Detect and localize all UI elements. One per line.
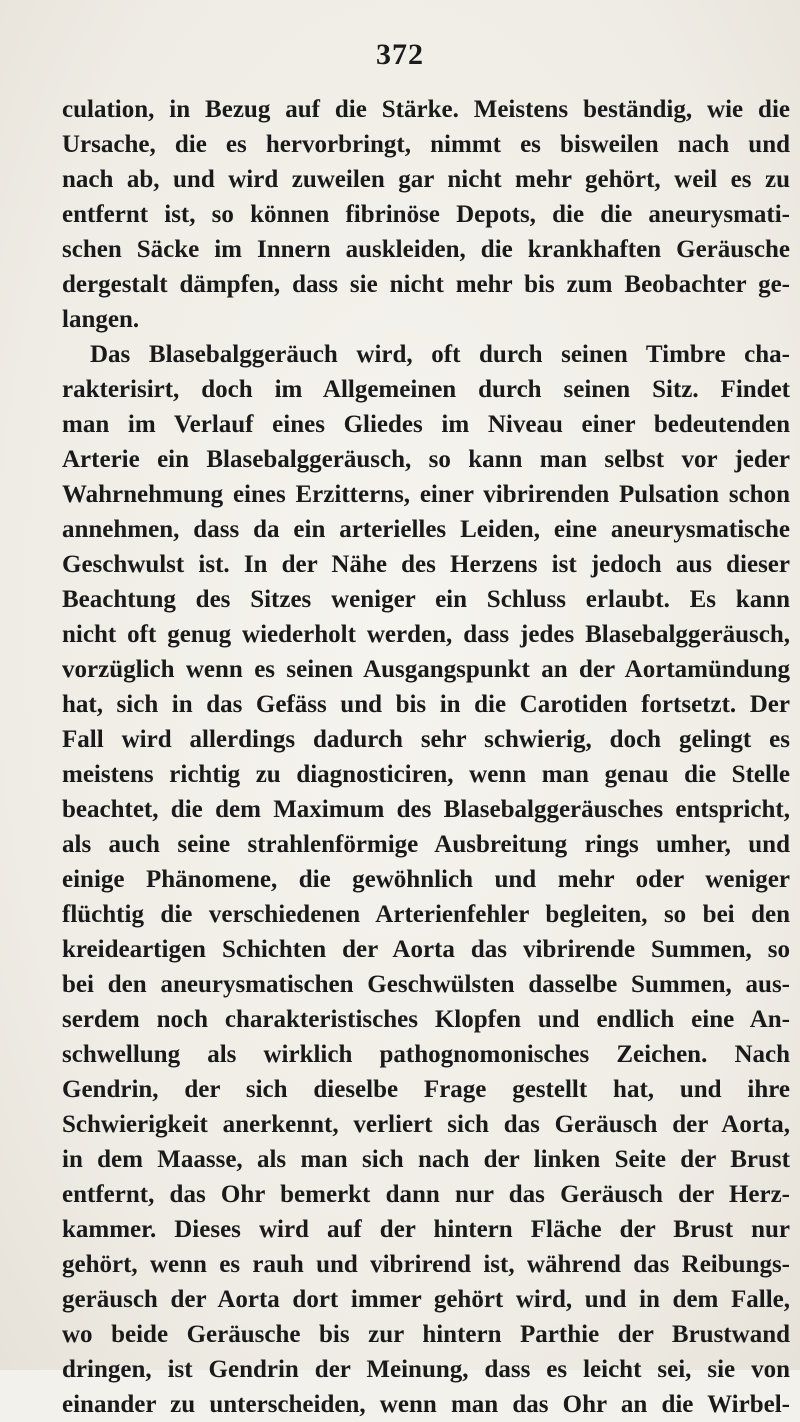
text-line: serdem noch charakteristisches Klopfen und endlich eine An- <box>62 1006 790 1033</box>
text-line: kreideartigen Schichten der Aorta das vibrirende Summen, so <box>62 936 790 963</box>
text-line: Schwierigkeit anerkennt, verliert sich das Geräusch der Aorta, <box>62 1111 790 1138</box>
text-line: Gendrin, der sich dieselbe Frage gestellt hat, und ihre <box>62 1076 790 1103</box>
text-line: Beachtung des Sitzes weniger ein Schluss erlaubt. Es kann <box>62 586 790 613</box>
text-line: Ursache, die es hervorbringt, nimmt es bisweilen nach und <box>62 131 790 158</box>
text-line: Arterie ein Blasebalggeräusch, so kann man selbst vor jeder <box>62 446 790 473</box>
page-number: 372 <box>376 38 424 71</box>
text-line: meistens richtig zu diagnosticiren, wenn man genau die Stelle <box>62 761 790 788</box>
text-line: schwellung als wirklich pathognomonisches Zeichen. Nach <box>62 1041 790 1068</box>
text-line: kammer. Dieses wird auf der hintern Fläche der Brust nur <box>62 1216 790 1243</box>
paragraph-start-line: Das Blasebalggeräuch wird, oft durch seinen Timbre cha- <box>90 341 790 368</box>
text-line: nach ab, und wird zuweilen gar nicht mehr gehört, weil es zu <box>62 166 790 193</box>
text-line: entfernt, das Ohr bemerkt dann nur das Geräusch der Herz- <box>62 1181 790 1208</box>
text-line: vorzüglich wenn es seinen Ausgangspunkt an der Aortamündung <box>62 656 790 683</box>
text-line: culation, in Bezug auf die Stärke. Meistens beständig, wie die <box>62 96 790 123</box>
text-line: geräusch der Aorta dort immer gehört wird, und in dem Falle, <box>62 1286 790 1313</box>
text-line: als auch seine strahlenförmige Ausbreitung rings umher, und <box>62 831 790 858</box>
text-line: rakterisirt, doch im Allgemeinen durch seinen Sitz. Findet <box>62 376 790 403</box>
text-line: hat, sich in das Gefäss und bis in die Carotiden fortsetzt. Der <box>62 691 790 718</box>
text-line: Geschwulst ist. In der Nähe des Herzens ist jedoch aus dieser <box>62 551 790 578</box>
text-line: einander zu unterscheiden, wenn man das Ohr an die Wirbel- <box>62 1391 790 1418</box>
text-line: dringen, ist Gendrin der Meinung, dass es leicht sei, sie von <box>62 1356 790 1383</box>
text-line: annehmen, dass da ein arterielles Leiden, eine aneurysmatische <box>62 516 790 543</box>
text-line: in dem Maasse, als man sich nach der linken Seite der Brust <box>62 1146 790 1173</box>
text-line: entfernt ist, so können fibrinöse Depots, die die aneurysmati- <box>62 201 790 228</box>
text-line: man im Verlauf eines Gliedes im Niveau einer bedeutenden <box>62 411 790 438</box>
text-line: flüchtig die verschiedenen Arterienfehler begleiten, so bei den <box>62 901 790 928</box>
text-line: dergestalt dämpfen, dass sie nicht mehr bis zum Beobachter ge- <box>62 271 790 298</box>
body-text <box>62 92 790 1422</box>
text-line: langen. <box>62 306 140 333</box>
text-line: beachtet, die dem Maximum des Blasebalggeräusches entspricht, <box>62 796 790 823</box>
text-line: bei den aneurysmatischen Geschwülsten dasselbe Summen, aus- <box>62 971 790 998</box>
text-line: gehört, wenn es rauh und vibrirend ist, während das Reibungs- <box>62 1251 790 1278</box>
text-line: schen Säcke im Innern auskleiden, die krankhaften Geräusche <box>62 236 790 263</box>
text-line: wo beide Geräusche bis zur hintern Parthie der Brustwand <box>62 1321 790 1348</box>
text-line: Fall wird allerdings dadurch sehr schwierig, doch gelingt es <box>62 726 790 753</box>
text-line: nicht oft genug wiederholt werden, dass jedes Blasebalggeräusch, <box>62 621 790 648</box>
text-line: Wahrnehmung eines Erzitterns, einer vibrirenden Pulsation schon <box>62 481 790 508</box>
text-line: einige Phänomene, die gewöhnlich und mehr oder weniger <box>62 866 790 893</box>
